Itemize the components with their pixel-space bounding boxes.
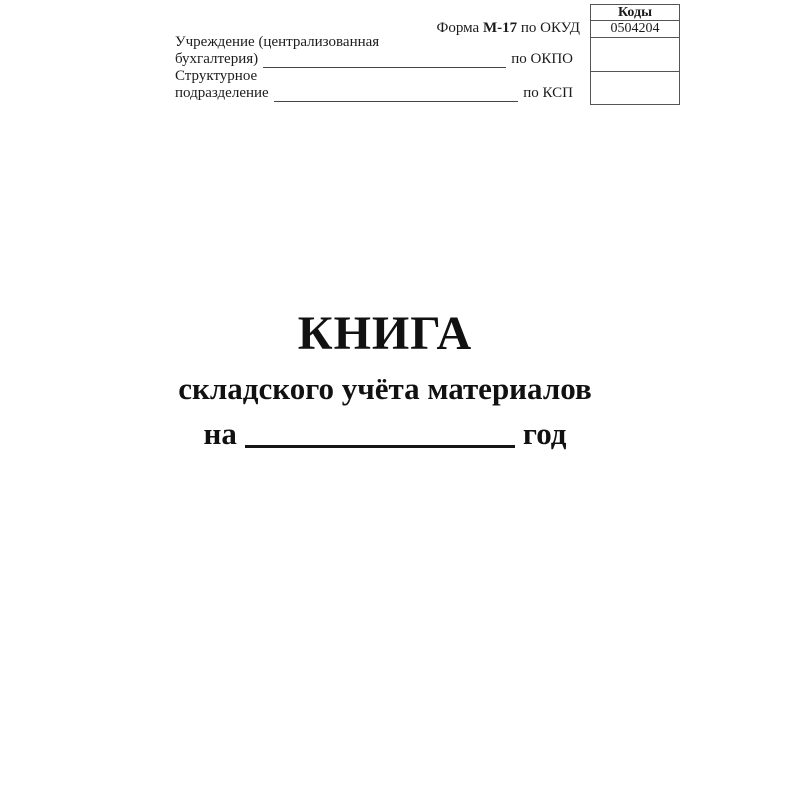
codes-table-header: Коды — [591, 5, 680, 21]
document-subtitle: складского учёта материалов — [178, 371, 592, 406]
form-number: М-17 — [482, 20, 518, 36]
table-row — [591, 38, 680, 72]
institution-fill-line — [175, 51, 573, 68]
institution-label-line2: бухгалтерия) — [175, 51, 259, 67]
department-fill-line — [175, 85, 573, 102]
table-row — [591, 5, 680, 21]
ksp-label: по КСП — [523, 85, 573, 101]
form-okud-label: по ОКУД — [520, 20, 580, 36]
institution-blank-field — [263, 51, 506, 68]
title-block — [85, 307, 685, 451]
department-blank-field — [274, 85, 519, 102]
codes-table — [590, 4, 680, 105]
institution-label-line1: Учреждение (централизованная — [175, 34, 380, 50]
department-label-line1: Структурное — [175, 68, 258, 84]
okud-code-cell: 0504204 — [591, 21, 680, 38]
institution-block — [175, 34, 573, 102]
table-row — [591, 72, 680, 105]
form-word: Форма — [436, 20, 480, 36]
table-row — [591, 21, 680, 38]
okpo-label: по ОКПО — [511, 51, 573, 67]
okpo-code-cell — [591, 38, 680, 72]
year-line — [85, 418, 685, 449]
ksp-code-cell — [591, 72, 680, 105]
year-suffix: год — [522, 416, 567, 451]
year-blank-field — [245, 445, 515, 448]
department-label-line2: подразделение — [175, 85, 269, 101]
document-title: КНИГА — [297, 307, 473, 360]
year-prefix: на — [203, 416, 237, 451]
